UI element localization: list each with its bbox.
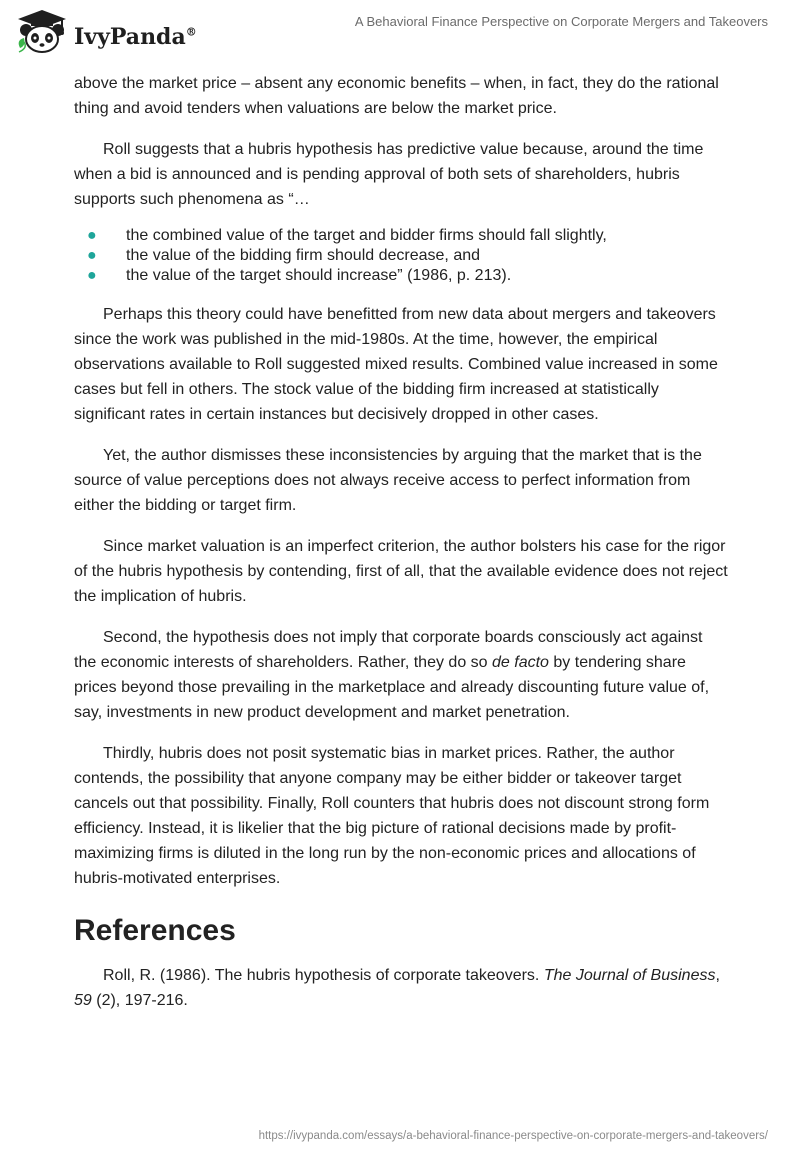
paragraph-second: Second, the hypothesis does not imply that corporate boards consciously act against the economic interests of shareholders. Rather, they do so de facto by tendering share prices beyond those prevailing in the marketplace and already discounting future value of, say, investments in new product development and market penetration. <box>74 629 710 721</box>
source-url[interactable]: https://ivypanda.com/essays/a-behavioral-finance-perspective-on-corporate-mergers-and-takeovers/ <box>258 1130 768 1142</box>
paragraph-thirdly: Thirdly, hubris does not posit systematic bias in market prices. Rather, the author contends, the possibility that anyone company may be either bidder or takeover target cancels out that possibility. Finally, Roll counters that hubris does not discount strong form efficiency. Instead, it is likelier that the big picture of rational decisions made by profit-maximizing firms is diluted in the long run by the non-economic prices and allocations of hubris-motivated enterprises. <box>74 745 710 887</box>
bullet-icon: ● <box>87 247 97 264</box>
paragraph-inconsistencies: Yet, the author dismisses these inconsistencies by arguing that the market that is the source of value perceptions does not always receive access to perfect information from either the bidding or target firm. <box>74 447 702 514</box>
document-title: A Behavioral Finance Perspective on Corporate Mergers and Takeovers <box>354 14 768 29</box>
paragraph-roll-suggests: Roll suggests that a hubris hypothesis has predictive value because, around the time when a bid is announced and is pending approval of both sets of shareholders, hubris supports such phenomena as “… <box>74 141 704 208</box>
bullet-icon: ● <box>87 227 97 244</box>
list-item: ● the combined value of the target and bidder firms should fall slightly, <box>87 227 607 244</box>
references-heading: References <box>74 914 236 947</box>
page-header <box>0 0 800 60</box>
bullet-icon: ● <box>87 267 97 284</box>
logo-wordmark: IvyPanda® <box>74 23 197 50</box>
list-item: ● the value of the bidding firm should decrease, and <box>87 247 481 264</box>
ivypanda-logo[interactable] <box>14 8 197 59</box>
paragraph-market-valuation: Since market valuation is an imperfect criterion, the author bolsters his case for the rigor of the hubris hypothesis by contending, first of all, that the available evidence does not reject the implication of hubris. <box>74 538 728 605</box>
reference-entry: Roll, R. (1986). The hubris hypothesis of corporate takeovers. The Journal of Business, 59 (2), 197-216. <box>74 967 720 1009</box>
list-item: ● the value of the target should increase” (1986, p. 213). <box>87 267 512 284</box>
phenomena-list <box>74 226 729 286</box>
essay-body <box>74 71 729 1013</box>
panda-graduate-icon <box>14 8 70 59</box>
paragraph-continuation: above the market price – absent any economic benefits – when, in fact, they do the rational thing and avoid tenders when valuations are below the market price. <box>74 75 719 117</box>
paragraph-new-data: Perhaps this theory could have benefitted from new data about mergers and takeovers since the work was published in the mid-1980s. At the time, however, the empirical observations available to Roll suggested mixed results. Combined value increased in some cases but fell in others. The stock value of the bidding firm increased at statistically significant rates in certain instances but decisively dropped in other cases. <box>74 306 718 423</box>
